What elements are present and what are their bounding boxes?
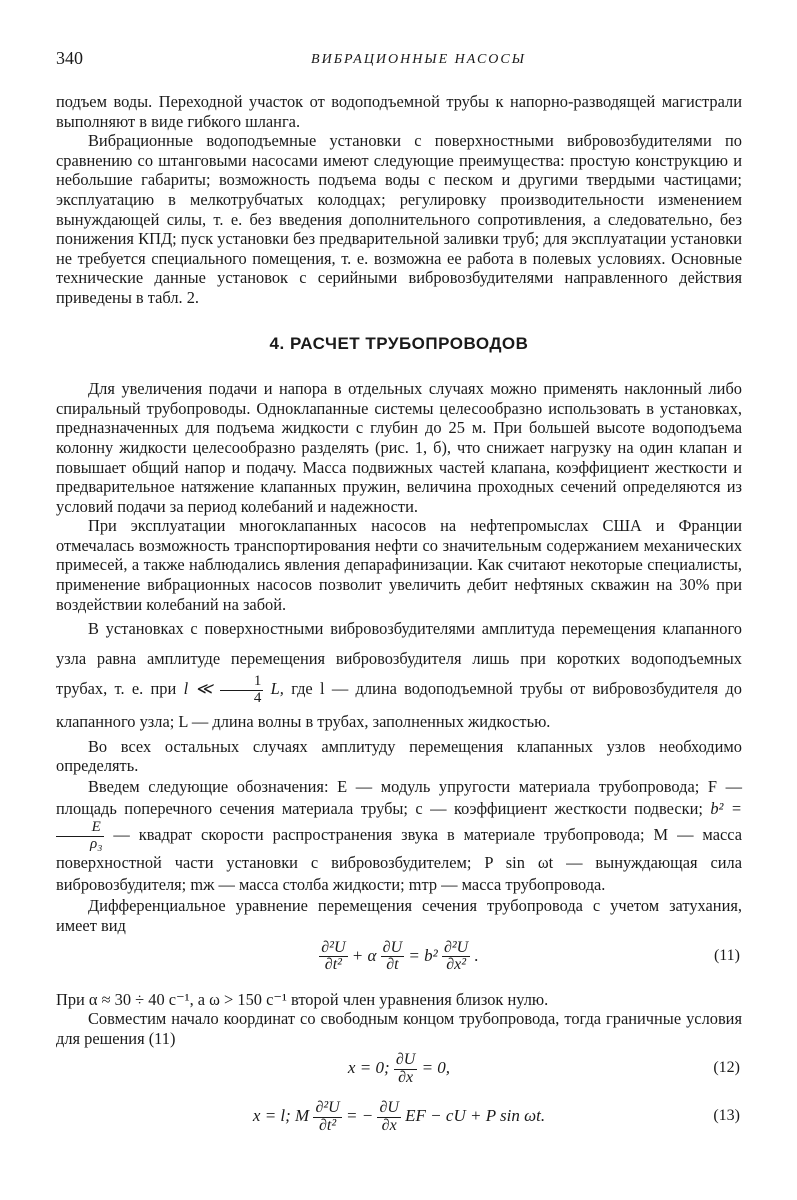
equation-fraction bbox=[381, 940, 404, 975]
equation-operator: . bbox=[474, 945, 479, 965]
paragraph-with-formula bbox=[56, 776, 742, 897]
equation-expression bbox=[56, 1052, 742, 1087]
equation-number: (12) bbox=[713, 1059, 740, 1077]
inline-formula: l ≪ bbox=[183, 679, 213, 699]
paragraph: При α ≈ 30 ÷ 40 с⁻¹, а ω > 150 с⁻¹ второй член уравнения близок нулю. bbox=[56, 989, 549, 1009]
paragraph-text: Введем следующие обозначения: E — модуль упругости материала трубопровода; F — площадь поперечного сечения материала трубы; c — коэффициент жесткости подвески; bbox=[56, 776, 742, 818]
fraction-numerator: ∂²U bbox=[321, 938, 346, 956]
fraction-denominator: ∂x bbox=[398, 1069, 414, 1087]
paragraph-text: где l — длина водоподъемной трубы от вибровозбудителя до клапанного узла; L — длина волны в трубах, заполненных жидкостью. bbox=[56, 679, 742, 731]
equation-operator: = − bbox=[345, 1106, 374, 1126]
page-body bbox=[56, 92, 742, 1144]
equation-11 bbox=[56, 936, 742, 986]
paragraph: При эксплуатации многоклапанных насосов на нефтепромыслах США и Франции отмечалась возможность транспортирования нефти со значительным содержанием механических примесей, а также наблюдались явления депарафинизации. Как считают некоторые специалисты, применение вибрационных насосов позволит увеличить дебит нефтяных скважин на 30% при воздействии колебаний на забой. bbox=[56, 516, 742, 614]
fraction-numerator: ∂²U bbox=[443, 938, 469, 956]
inline-fraction bbox=[220, 674, 264, 707]
fraction-numerator: ∂U bbox=[379, 1099, 399, 1117]
fraction-numerator: ∂U bbox=[382, 938, 403, 956]
paragraph: Во всех остальных случаях амплитуду перемещения клапанных узлов необходимо определять. bbox=[56, 736, 742, 776]
equation-number: (13) bbox=[713, 1107, 740, 1125]
fraction-denominator: ∂t² bbox=[319, 1117, 337, 1135]
equation-expression bbox=[56, 940, 742, 975]
fraction-denominator: ∂x² bbox=[446, 956, 466, 974]
equation-operator: = 0, bbox=[421, 1058, 451, 1078]
paragraph: Вибрационные водоподъемные установки с поверхностными вибровозбудителями по сравнению со штанговыми насосами имеют следующие преимущества: простую конструкцию и небольшие габариты; возможность подъема воды с песком и другими твердыми частицами; эксплуатацию в мелкотрубчатых колодцах; регулировку производительности изменением вынуждающей силы, т. е. без введения дополнительного сопротивления, а следовательно, без понижения КПД; пуск установки без предварительной заливки труб; для эксплуатации установки не требуется специального помещения, т. е. возможна ее работа в полевых условиях. Основные технические данные установок с серийными вибровозбудителями направленного действия приведены в табл. 2. bbox=[56, 131, 742, 307]
paragraph-text: В установках с поверхностными вибровозбудителями амплитуда перемещения клапанного узла равна амплитуде перемещения вибровозбудителя лишь при коротких водоподъемных трубах, т. е. при bbox=[56, 619, 742, 699]
section-heading: 4. РАСЧЕТ ТРУБОПРОВОДОВ bbox=[269, 333, 529, 353]
equation-13 bbox=[56, 1096, 742, 1144]
paragraph-with-formula bbox=[56, 614, 742, 737]
equation-fraction bbox=[394, 1052, 417, 1087]
fraction-denominator: ∂t bbox=[386, 956, 399, 974]
page-number: 340 bbox=[56, 48, 83, 68]
equation-operator: EF − cU + P sin ωt. bbox=[405, 1106, 546, 1126]
fraction-numerator: ∂U bbox=[395, 1051, 416, 1069]
equation-operator: x = l; M bbox=[252, 1106, 310, 1126]
inline-formula: L, bbox=[270, 679, 284, 699]
equation-12 bbox=[56, 1048, 742, 1096]
fraction-denominator: ∂t² bbox=[324, 956, 342, 974]
equation-expression bbox=[56, 1100, 742, 1135]
inline-formula: b² = bbox=[710, 798, 742, 818]
paragraph: Совместим начало координат со свободным концом трубопровода, тогда граничные условия для решения (11) bbox=[56, 1009, 742, 1048]
paragraph: подъем воды. Переходной участок от водоподъемной трубы к напорно-разводящей магистрали выполняют в виде гибкого шланга. bbox=[56, 92, 742, 131]
inline-fraction bbox=[56, 820, 104, 853]
paragraph-text: — квадрат скорости распространения звука в материале трубопровода; M — масса поверхностной части установки с вибровозбудителем; P sin ωt — вынуждающая сила вибровозбудителя; mж — масса столба жидкости; mтр — масса трубопровода. bbox=[56, 824, 742, 895]
fraction-numerator: 1 bbox=[220, 674, 264, 691]
fraction-denominator: ρ₃ bbox=[90, 835, 103, 852]
fraction-numerator: E bbox=[56, 820, 104, 837]
equation-fraction bbox=[313, 1100, 341, 1135]
equation-number: (11) bbox=[713, 946, 740, 964]
equation-fraction bbox=[442, 940, 470, 975]
equation-operator: + α bbox=[351, 945, 377, 965]
equation-fraction bbox=[377, 1100, 400, 1135]
paragraph: Для увеличения подачи и напора в отдельных случаях можно применять наклонный либо спиральный трубопроводы. Одноклапанные системы целесообразно использовать в установках, предназначенных для подъема жидкости с глубин до 25 м. При большей высоте водоподъема колонну жидкости целесообразно разделять (рис. 1, б), что снижает нагрузку на один клапан и повышает общий напор и подачу. Масса подвижных частей клапана, коэффициент жесткости и предварительное натяжение клапанных пружин, величина проходных сечений определяются из условий подачи за период колебаний и надежности. bbox=[56, 379, 742, 516]
paragraph: Дифференциальное уравнение перемещения сечения трубопровода с учетом затухания, имеет вид bbox=[56, 896, 742, 936]
fraction-denominator: ∂x bbox=[381, 1117, 397, 1135]
equation-operator: x = 0; bbox=[347, 1058, 390, 1078]
equation-operator: = b² bbox=[408, 945, 438, 965]
fraction-denominator: 4 bbox=[253, 690, 262, 706]
equation-fraction bbox=[319, 940, 347, 975]
running-title: ВИБРАЦИОННЫЕ НАСОСЫ bbox=[311, 52, 526, 67]
fraction-numerator: ∂²U bbox=[315, 1099, 340, 1117]
